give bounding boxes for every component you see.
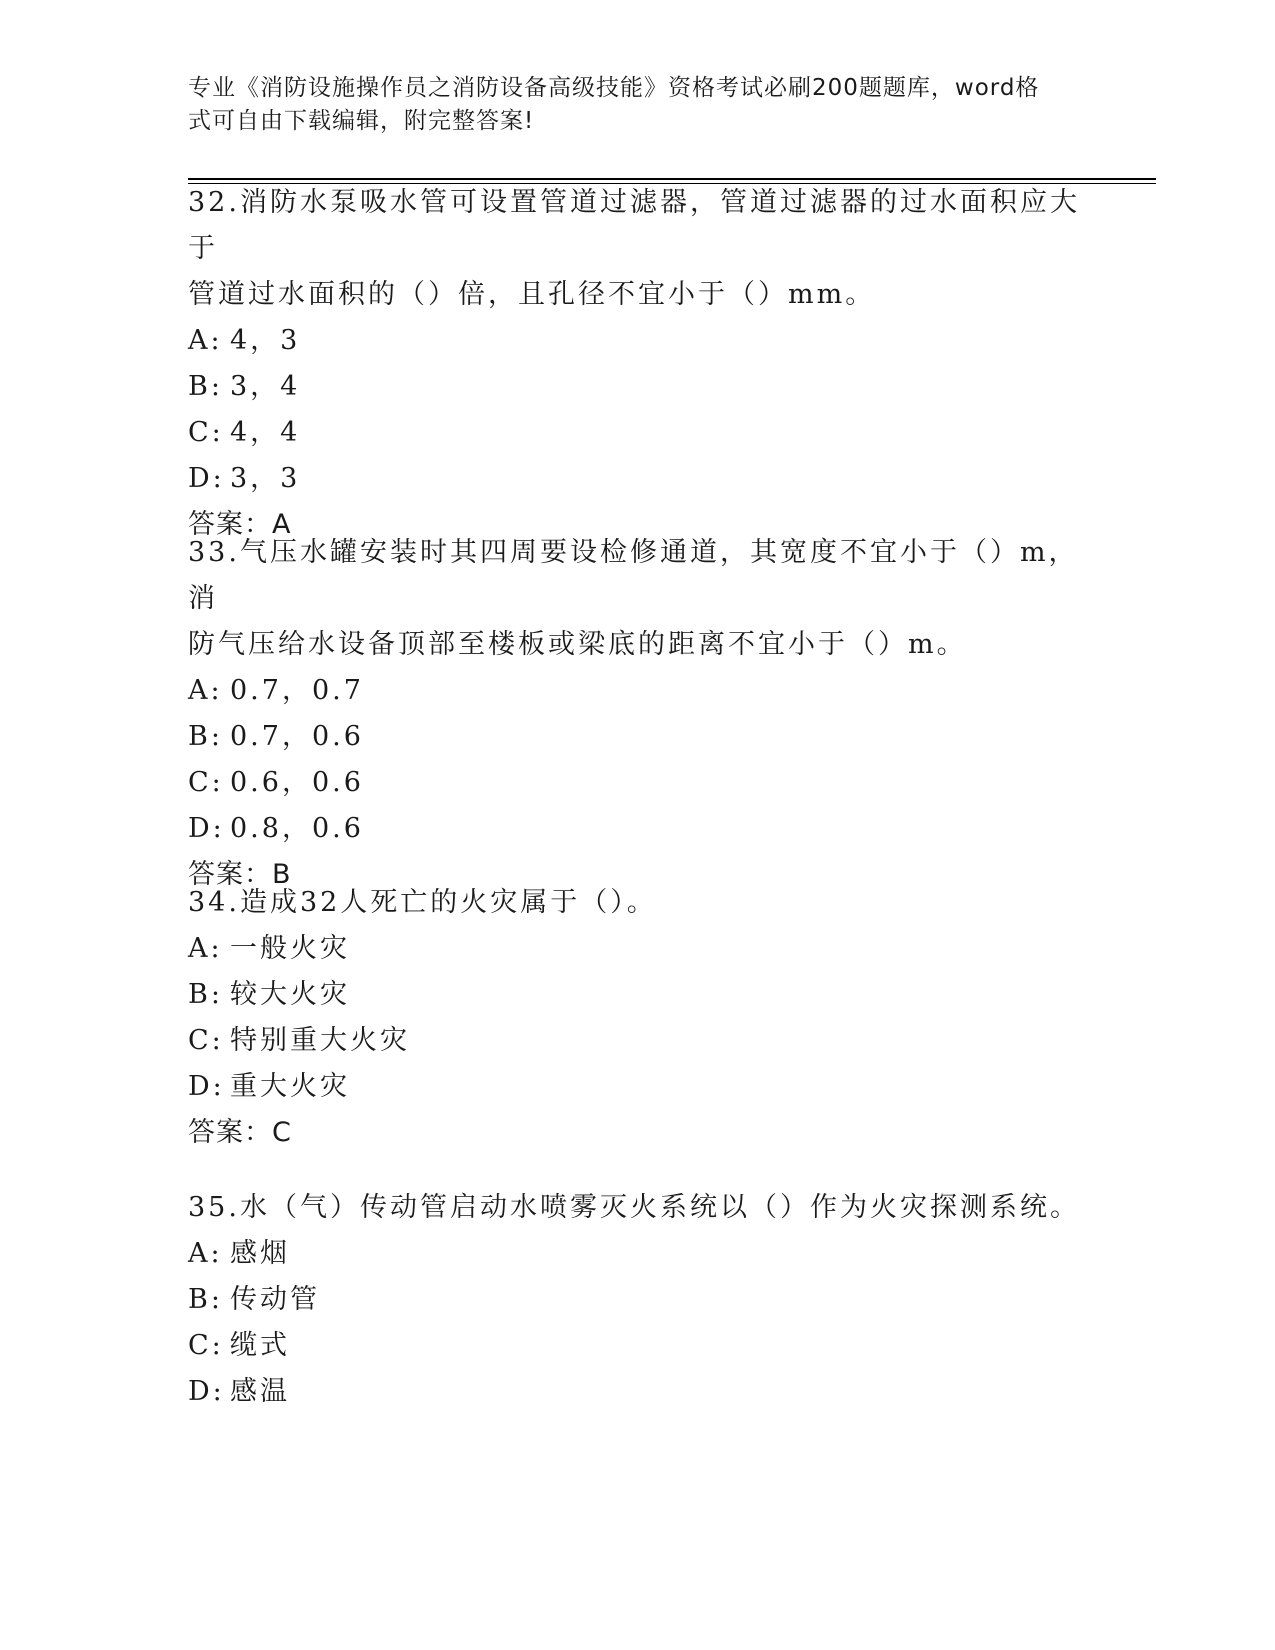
option-text: 感温	[230, 1376, 290, 1407]
option-text: 传动管	[230, 1284, 320, 1315]
question-text-line: 管道过水面积的（）倍，且孔径不宜小于（）mm。	[188, 279, 876, 310]
option-text: 较大火灾	[230, 979, 350, 1010]
option-text: 缆式	[230, 1330, 290, 1361]
option-label: B:	[188, 371, 223, 402]
option-label: C:	[188, 1330, 224, 1361]
option-text: 0.8，0.6	[230, 813, 364, 844]
option-d	[188, 456, 1088, 502]
option-label: D:	[188, 463, 225, 494]
answer-line: 答案：A	[188, 509, 292, 540]
option-d	[188, 1064, 1088, 1110]
option-text: 4，4	[230, 417, 301, 448]
option-label: D:	[188, 813, 225, 844]
option-label: B:	[188, 721, 223, 752]
option-label: D:	[188, 1376, 225, 1407]
header-line-2: 式可自由下载编辑，附完整答案!	[188, 108, 535, 134]
question-text-line: 防气压给水设备顶部至楼板或梁底的距离不宜小于（）m。	[188, 629, 967, 660]
option-b	[188, 714, 1088, 760]
option-d	[188, 1369, 1088, 1415]
question-text-line: 35.水（气）传动管启动水喷雾灭火系统以（）作为火灾探测系统。	[188, 1192, 1080, 1223]
option-c	[188, 1323, 1088, 1369]
question-32	[188, 180, 1088, 548]
question-text-line: 34.造成32人死亡的火灾属于（）。	[188, 887, 657, 918]
question-text-line: 33.气压水罐安装时其四周要设检修通道，其宽度不宜小于（）m，消	[188, 537, 1079, 614]
option-label: A:	[188, 325, 223, 356]
question-33	[188, 530, 1088, 898]
question-35	[188, 1185, 1088, 1415]
answer-line: 答案：C	[188, 1117, 292, 1148]
option-a	[188, 926, 1088, 972]
option-text: 4，3	[230, 325, 301, 356]
header-line-1: 专业《消防设施操作员之消防设备高级技能》资格考试必刷200题题库，word格	[188, 75, 1040, 101]
document-header	[188, 72, 1068, 138]
option-label: A:	[188, 933, 223, 964]
option-label: B:	[188, 1284, 223, 1315]
answer-line: 答案：B	[188, 859, 292, 890]
option-b	[188, 364, 1088, 410]
option-c	[188, 760, 1088, 806]
option-c	[188, 410, 1088, 456]
option-text: 特别重大火灾	[230, 1025, 410, 1056]
option-text: 3，4	[230, 371, 301, 402]
option-text: 3，3	[230, 463, 301, 494]
option-label: A:	[188, 1238, 223, 1269]
option-text: 一般火灾	[230, 933, 350, 964]
option-label: C:	[188, 767, 224, 798]
question-text-line: 32.消防水泵吸水管可设置管道过滤器，管道过滤器的过水面积应大于	[188, 187, 1080, 264]
option-text: 0.7，0.7	[230, 675, 364, 706]
option-text: 感烟	[230, 1238, 290, 1269]
option-a	[188, 668, 1088, 714]
option-label: C:	[188, 1025, 224, 1056]
option-text: 0.6，0.6	[230, 767, 364, 798]
option-b	[188, 1277, 1088, 1323]
option-label: A:	[188, 675, 223, 706]
question-34	[188, 880, 1088, 1156]
option-d	[188, 806, 1088, 852]
option-a	[188, 318, 1088, 364]
option-b	[188, 972, 1088, 1018]
option-label: C:	[188, 417, 224, 448]
option-label: B:	[188, 979, 223, 1010]
option-c	[188, 1018, 1088, 1064]
option-text: 0.7，0.6	[230, 721, 364, 752]
option-a	[188, 1231, 1088, 1277]
option-text: 重大火灾	[230, 1071, 350, 1102]
option-label: D:	[188, 1071, 225, 1102]
